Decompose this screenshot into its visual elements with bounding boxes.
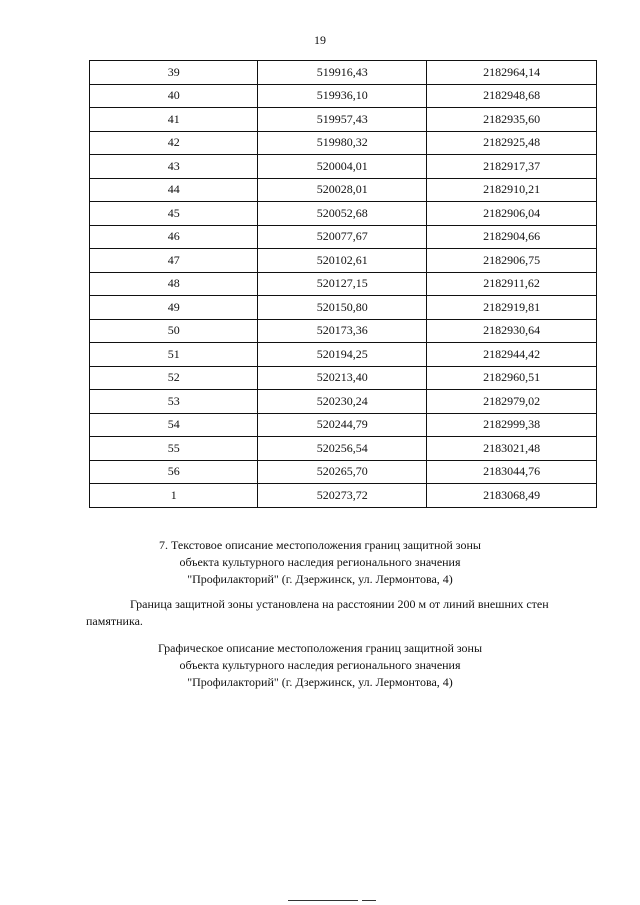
table-row — [90, 272, 597, 296]
x-coordinate-cell: 520052,68 — [258, 202, 427, 226]
table-row — [90, 155, 597, 179]
y-coordinate-cell: 2182906,04 — [427, 202, 597, 226]
x-coordinate-cell: 520194,25 — [258, 343, 427, 367]
y-coordinate-cell: 2182964,14 — [427, 61, 597, 85]
point-number-cell: 52 — [90, 366, 258, 390]
y-coordinate-cell: 2182904,66 — [427, 225, 597, 249]
table-row — [90, 108, 597, 132]
point-number-cell: 43 — [90, 155, 258, 179]
y-coordinate-cell: 2182935,60 — [427, 108, 597, 132]
point-number-cell: 39 — [90, 61, 258, 85]
y-coordinate-cell: 2182948,68 — [427, 84, 597, 108]
y-coordinate-cell: 2183068,49 — [427, 484, 597, 508]
boundary-paragraph-line-2: памятника. — [86, 614, 143, 628]
table-row — [90, 460, 597, 484]
x-coordinate-cell: 519980,32 — [258, 131, 427, 155]
y-coordinate-cell: 2182925,48 — [427, 131, 597, 155]
point-number-cell: 50 — [90, 319, 258, 343]
coordinates-table — [89, 60, 597, 508]
table-row — [90, 61, 597, 85]
point-number-cell: 42 — [90, 131, 258, 155]
y-coordinate-cell: 2182960,51 — [427, 366, 597, 390]
x-coordinate-cell: 520127,15 — [258, 272, 427, 296]
table-row — [90, 437, 597, 461]
table-row — [90, 413, 597, 437]
y-coordinate-cell: 2182917,37 — [427, 155, 597, 179]
y-coordinate-cell: 2182910,21 — [427, 178, 597, 202]
x-coordinate-cell: 519916,43 — [258, 61, 427, 85]
point-number-cell: 51 — [90, 343, 258, 367]
x-coordinate-cell: 520004,01 — [258, 155, 427, 179]
y-coordinate-cell: 2182979,02 — [427, 390, 597, 414]
boundary-paragraph — [86, 596, 598, 630]
table-row — [90, 84, 597, 108]
x-coordinate-cell: 520028,01 — [258, 178, 427, 202]
x-coordinate-cell: 519936,10 — [258, 84, 427, 108]
point-number-cell: 48 — [90, 272, 258, 296]
table-row — [90, 319, 597, 343]
x-coordinate-cell: 520244,79 — [258, 413, 427, 437]
x-coordinate-cell: 520077,67 — [258, 225, 427, 249]
x-coordinate-cell: 520102,61 — [258, 249, 427, 273]
x-coordinate-cell: 520273,72 — [258, 484, 427, 508]
y-coordinate-cell: 2182930,64 — [427, 319, 597, 343]
boundary-paragraph-line-1: Граница защитной зоны установлена на расстоянии 200 м от линий внешних стен — [130, 597, 549, 611]
section-7-heading-line-3: "Профилакторий" (г. Дзержинск, ул. Лермонтова, 4) — [187, 572, 453, 586]
section-7-heading-line-2: объекта культурного наследия регионального значения — [179, 555, 461, 569]
table-row — [90, 343, 597, 367]
y-coordinate-cell: 2182944,42 — [427, 343, 597, 367]
table-row — [90, 131, 597, 155]
x-coordinate-cell: 520150,80 — [258, 296, 427, 320]
point-number-cell: 40 — [90, 84, 258, 108]
point-number-cell: 56 — [90, 460, 258, 484]
graphic-heading-line-3: "Профилакторий" (г. Дзержинск, ул. Лермонтова, 4) — [187, 675, 453, 689]
point-number-cell: 1 — [90, 484, 258, 508]
point-number-cell: 49 — [90, 296, 258, 320]
table-row — [90, 249, 597, 273]
y-coordinate-cell: 2182906,75 — [427, 249, 597, 273]
y-coordinate-cell: 2182919,81 — [427, 296, 597, 320]
table-row — [90, 225, 597, 249]
section-7-heading-line-1: 7. Текстовое описание местоположения границ защитной зоны — [159, 538, 481, 552]
graphic-description-heading — [0, 640, 640, 691]
table-row — [90, 202, 597, 226]
point-number-cell: 45 — [90, 202, 258, 226]
y-coordinate-cell: 2183044,76 — [427, 460, 597, 484]
x-coordinate-cell: 520265,70 — [258, 460, 427, 484]
table-row — [90, 390, 597, 414]
point-number-cell: 53 — [90, 390, 258, 414]
x-coordinate-cell: 520213,40 — [258, 366, 427, 390]
footer-rule — [288, 900, 358, 901]
y-coordinate-cell: 2182999,38 — [427, 413, 597, 437]
y-coordinate-cell: 2182911,62 — [427, 272, 597, 296]
point-number-cell: 41 — [90, 108, 258, 132]
graphic-heading-line-1: Графическое описание местоположения границ защитной зоны — [157, 641, 483, 655]
footer-rule-short — [362, 900, 376, 901]
x-coordinate-cell: 520230,24 — [258, 390, 427, 414]
point-number-cell: 47 — [90, 249, 258, 273]
y-coordinate-cell: 2183021,48 — [427, 437, 597, 461]
table-row — [90, 296, 597, 320]
point-number-cell: 54 — [90, 413, 258, 437]
table-row — [90, 366, 597, 390]
coordinates-table-body — [90, 61, 597, 508]
section-7-heading — [0, 537, 640, 588]
page-number: 19 — [314, 33, 326, 47]
point-number-cell: 55 — [90, 437, 258, 461]
point-number-cell: 44 — [90, 178, 258, 202]
x-coordinate-cell: 520256,54 — [258, 437, 427, 461]
graphic-heading-line-2: объекта культурного наследия регионального значения — [179, 658, 461, 672]
table-row — [90, 484, 597, 508]
point-number-cell: 46 — [90, 225, 258, 249]
x-coordinate-cell: 520173,36 — [258, 319, 427, 343]
table-row — [90, 178, 597, 202]
x-coordinate-cell: 519957,43 — [258, 108, 427, 132]
